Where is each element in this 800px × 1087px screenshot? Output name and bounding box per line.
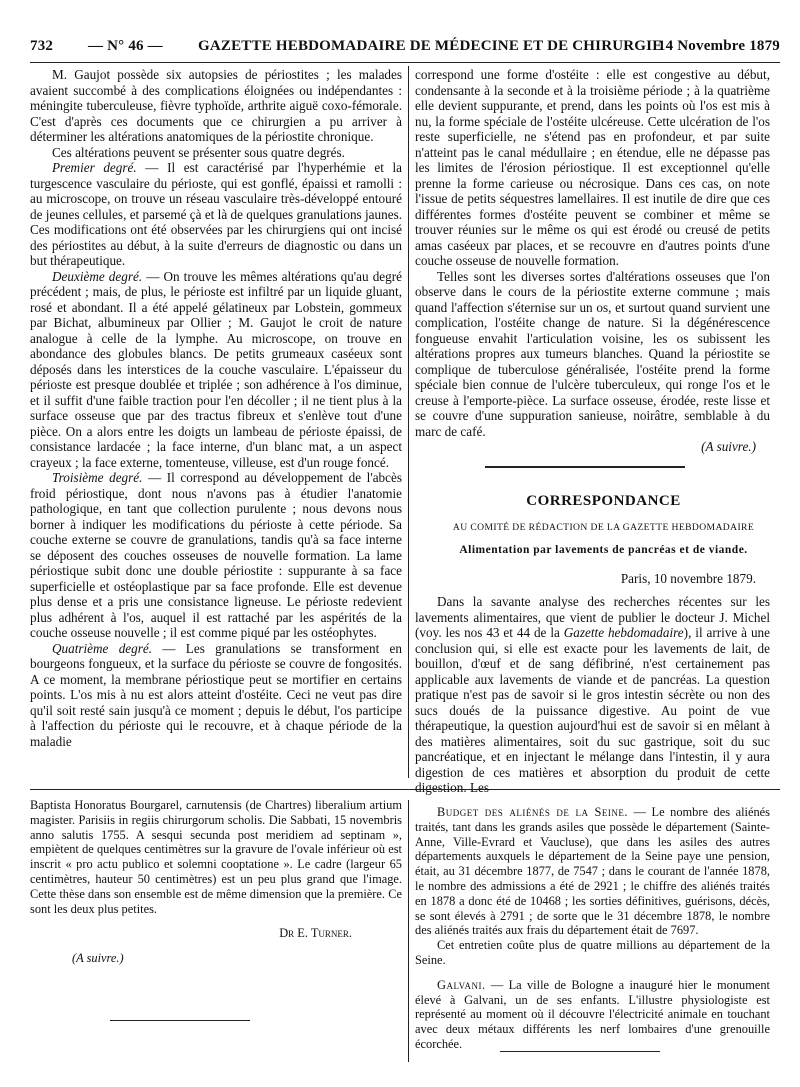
right-column bbox=[415, 67, 770, 455]
section-subtitle: AU COMITÉ DE RÉDACTION DE LA GAZETTE HEBDOMADAIRE bbox=[452, 521, 755, 533]
paragraph: Baptista Honoratus Bourgarel, carnutensis (de Chartres) liberalium artium magister. Parisiis in regiis chirurgorum scholis. Die Sabbati, 15 novembris anno salutis 1755. A sesqui secunda post meridiem ad septinam », empiètent de quelques centimètres sur la gravure de l'ovale inférieur où est inscrit « pro actu publico et solemni cooptatione ». Le cadre (largeur 65 centimètres, hauteur 50 centimètres) est un peu plus grand que l'image. Cette thèse dans son ensemble est de même dimension que la première. Ce sont les deux plus petites. bbox=[30, 798, 402, 916]
signature: Dr E. Turner. bbox=[279, 926, 352, 941]
letter-heading: Alimentation par lavements de pancréas et de viande. bbox=[459, 544, 748, 556]
correspondence-section bbox=[415, 494, 770, 796]
end-rule bbox=[500, 1051, 660, 1052]
page-number: 732 bbox=[30, 38, 54, 54]
paragraph-lead: Deuxième degré. bbox=[52, 268, 143, 284]
item-lead: Budget des aliénés de la Seine. bbox=[437, 805, 628, 819]
paragraph: Quatrième degré. — Les granulations se transforment en bourgeons fongueux, et la surface du périoste se couvre de fongosités. A ce moment, la membrane périostique peut se mortifier en certains points. L'os mis à nu est alors atteint d'ostéite. Ceci ne veut pas dire qu'il soit resté sain jusqu'à ce moment ; depuis le début, l'os participe à l'affection du périoste qui le recouvre, et à chaque période de la maladie bbox=[30, 640, 402, 749]
paragraph-lead: Quatrième degré. bbox=[52, 640, 153, 656]
column-divider bbox=[408, 66, 409, 778]
paragraph-lead: Premier degré. bbox=[52, 160, 137, 175]
left-column bbox=[30, 67, 402, 749]
issue-number: — N° 46 — bbox=[88, 38, 163, 54]
paragraph: Deuxième degré. — On trouve les mêmes altérations qu'au degré précédent ; mais, de plus, le périoste est infiltré par un liquide gluant, rosé et abondant. Il a été appelé gélatineux par Lobstein, gommeux par Bichat, albumineux par Ollier ; M. Gaujot le croit de nature analogue à celle de la lymphe. Au microscope, on trouve en abondance des globules blancs. De petits grumeaux caséeux sont déposés dans les interstices de la couche vasculaire. L'épaisseur du périoste est presque doublée et triplée ; son adhérence à l'os diminue, et il suffit d'une faible traction pour l'en décoller ; il ne tient plus à la surface osseuse que par des tractus fibreux et s'enlève tout d'une pièce. On a alors entre les doigts un lambeau de périoste épaissi, de consistance lardacée ; la face interne, d'un blanc mat, a un aspect crayeux ; la face externe, tomenteuse, villeuse, est d'un rouge foncé. bbox=[30, 268, 402, 470]
page-header bbox=[30, 38, 780, 58]
header-rule bbox=[30, 62, 780, 63]
feuilleton-column bbox=[30, 798, 402, 966]
item-lead: Galvani. bbox=[437, 977, 486, 992]
paragraph: Cet entretien coûte plus de quatre millions au département de la Seine. bbox=[415, 938, 770, 967]
paragraph: Telles sont les diverses sortes d'altérations osseuses que l'on observe dans le cours de la périostite externe commune ; mais quand l'affection s'éternise sur un os, et surtout quand survient une complication, l'ostéite change de nature. Si la dégénérescence fongueuse envahit l'articulation voisine, les os subissent les altérations propres aux tumeurs blanches. Quand la périostite se complique de tuberculose généralisée, l'ostéite prend la forme spéciale bien connue de l'ulcère tuberculeux, qui ronge l'os et le creuse à l'emporte-pièce. La surface osseuse, érodée, reste lisse et se couvre d'une suppuration sanieuse, noirâtre, semblable à du marc de café. bbox=[415, 268, 770, 439]
news-column bbox=[415, 805, 770, 1052]
section-rule bbox=[485, 466, 685, 468]
news-item: Budget des aliénés de la Seine. — Le nombre des aliénés traités, tant dans les grands asiles que possède le département (Sainte-Anne, Ville-Evrard et Vaucluse), que dans les asiles des autres départements auxquels le département de la Seine paye une pension, était, au 31 décembre 1877, de 7547 ; dans le courant de l'année 1878, le nombre des admissions a été de 2921 ; le chiffre des aliénés traités en 1878 a donc été de 10468 ; les sorties définitives, guérisons, décès, se sont élevés à 2791 ; de sorte que le 31 décembre 1878, le nombre des aliénés traités aux frais du département était de 7697. bbox=[415, 805, 770, 938]
issue-date: 14 Novembre 1879 bbox=[657, 38, 780, 54]
paragraph-lead: Troisième degré. bbox=[52, 470, 143, 485]
end-rule bbox=[110, 1020, 250, 1021]
section-divider-rule bbox=[30, 789, 780, 790]
to-be-continued: (A suivre.) bbox=[701, 439, 756, 454]
paragraph: Premier degré. — Il est caractérisé par l'hyperhémie et la turgescence vasculaire du périoste, qui est gonflé, épaissi et ramolli : au microscope, on trouve un réseau vasculaire très-développé entouré de jeunes cellules, et parsemé çà et là de quelques granulations jaunes. Ces modifications ont été observées par les chirurgiens qui ont incisé des périostites au début, à la suite d'erreurs de diagnostic ou dans un but thérapeutique. bbox=[30, 160, 403, 268]
news-item: Galvani. — La ville de Bologne a inauguré hier le monument élevé à Galvani, un de ses enfants. L'illustre physiologiste est représenté au moment où il découvre l'électricité animale en touchant avec deux métaux différents les nerf lombaires d'une grenouille écorchée. bbox=[415, 977, 770, 1051]
section-title: CORRESPONDANCE bbox=[526, 493, 681, 509]
paragraph: Ces altérations peuvent se présenter sous quatre degrés. bbox=[52, 144, 345, 160]
to-be-continued: (A suivre.) bbox=[72, 951, 124, 966]
paragraph: correspond une forme d'ostéite : elle est congestive au début, condensante à la seconde et à la troisième période ; à la quatrième elle devient suppurante, et prend, dans les points où l'os est mis à nu, la forme spéciale de l'ostéite ulcéreuse. Cette ulcération de l'os reste superficielle, ne s'étend pas en profondeur, et par suite n'atteint pas le canal médullaire ; en étendue, elle ne dépasse pas les limites de l'érosion périostique. Il est exceptionnel qu'elle prenne la forme carieuse ou nécrosique. Dans ces cas, on note l'issue de petits séquestres lamellaires. Il est inutile de dire que ces différentes formes d'ostéite peuvent se combiner et même se trouver réunies sur le même os qui est érodé ou creusé de petits amas caséeux par places, et se recouvre en d'autres points d'une couche osseuse de nouvelle formation. bbox=[415, 67, 770, 268]
letter-date: Paris, 10 novembre 1879. bbox=[620, 570, 756, 586]
column-divider bbox=[408, 800, 409, 1062]
journal-title: GAZETTE HEBDOMADAIRE DE MÉDECINE ET DE CHIRURGIE bbox=[198, 38, 663, 54]
paragraph: M. Gaujot possède six autopsies de périostites ; les malades avaient succombé à des complications éloignées ou indépendantes : méningite tuberculeuse, fièvre typhoïde, arthrite aiguë coxo-fémorale. C'est d'après ces documents que ce chirurgien a pu arriver à déterminer les altérations anatomiques de la périostite chronique. bbox=[30, 67, 402, 144]
paragraph: Dans la savante analyse des recherches récentes sur les lavements alimentaires, que vient de publier le docteur J. Michel (voy. les nos 43 et 44 de la Gazette hebdomadaire), il arrive à une conclusion qui, si elle est exacte pour les lavements de lait, de bouillon, d'œuf et de sang défibriné, n'est certainement pas applicable aux lavements de viande et de pancréas. La question pratique n'est pas de savoir si le gros intestin sécrète ou non des sucs doués de la puissance digestive. Au point de vue thérapeutique, la question aujourd'hui est de savoir si en mêlant à des matières alimentaires, soit du suc gastrique, soit du suc pancréatique, et en injectant le mélange dans l'intestin, il y aura digestion de ces matières et absorption du produit de cette digestion. Les bbox=[415, 594, 770, 795]
paragraph: Troisième degré. — Il correspond au développement de l'abcès froid périostique, dont nous n'avons pas à étudier l'anatomie pathologique, en tant que collection purulente ; nous devons nous borner à indiquer les modifications du périoste à cette période. Sa couche externe se couvre de granulations, tandis qu'à sa face interne se déposent des couches osseuses de nouvelle formation. La lame périostique subit donc une double périostite : suppurante à sa face superficielle et ostéoplastique par sa face profonde. Elle est devenue plus dense et a pris une consistance ligneuse. Le périoste redevient plus adhérent à l'os, auquel il est rattaché par les aspérités de la couche osseuse nouvelle ; il est comme piqué par les ostéophytes. bbox=[30, 470, 402, 640]
